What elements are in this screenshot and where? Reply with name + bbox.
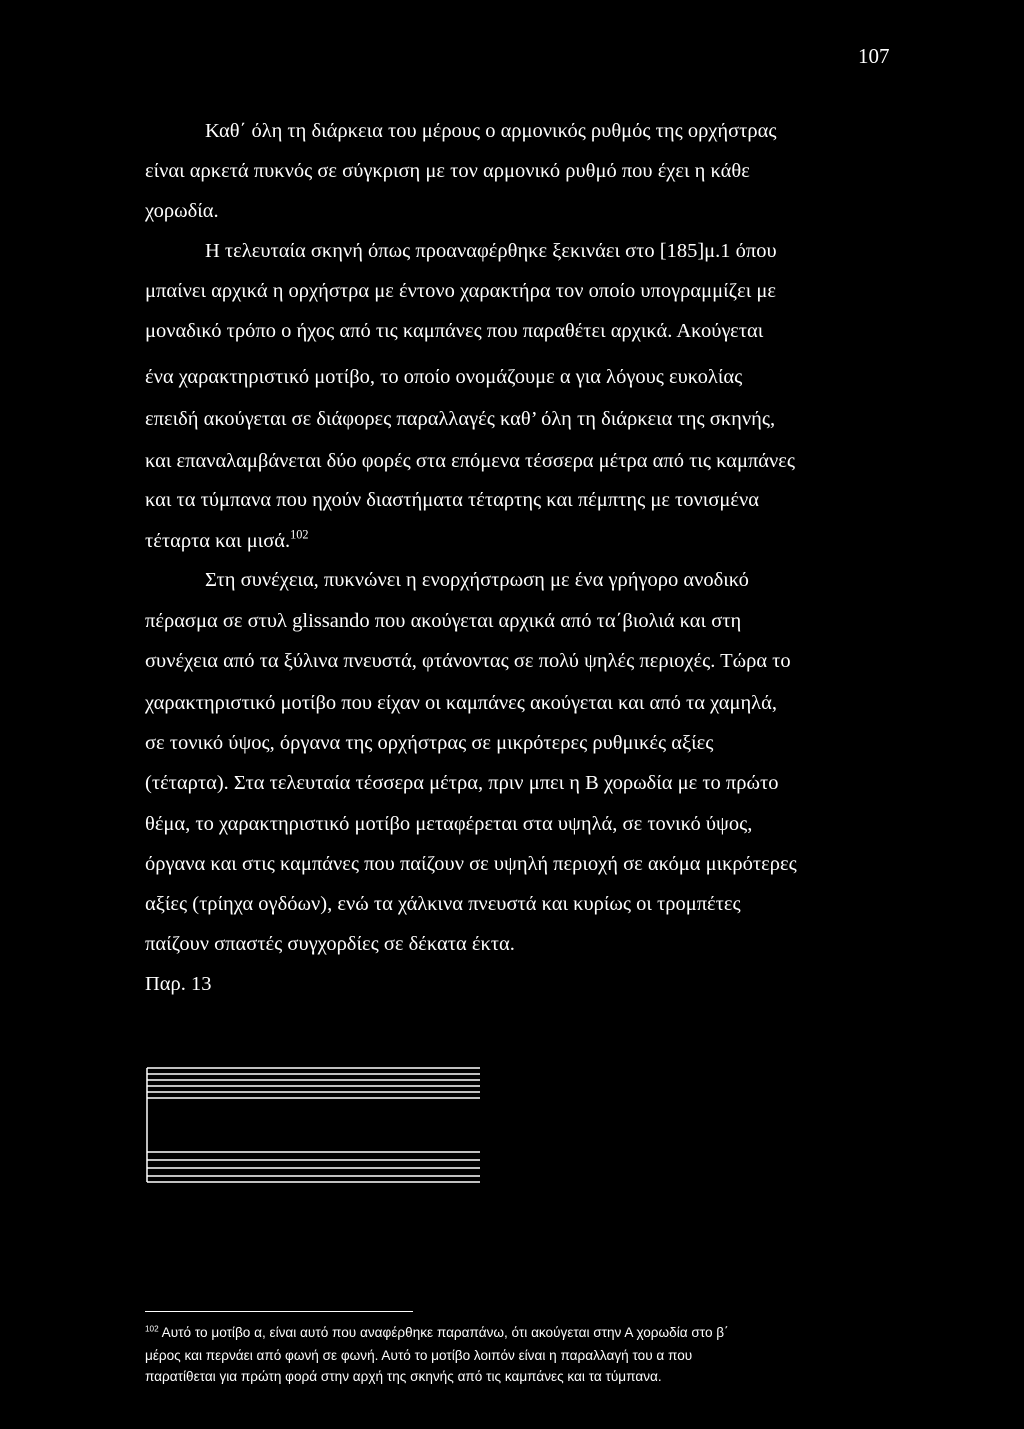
text-line: παίζουν σπαστές συγχορδίες σε δέκατα έκτα. — [145, 933, 515, 955]
footnote-line: μέρος και περνάει από φωνή σε φωνή. Αυτό το μοτίβο λοιπόν είναι η παραλλαγή του α που — [145, 1348, 693, 1363]
text-line: συνέχεια από τα ξύλινα πνευστά, φτάνοντας σε πολύ ψηλές περιοχές. Τώρα το — [145, 650, 791, 672]
text-line: μοναδικό τρόπο ο ήχος από τις καμπάνες που παραθέτει αρχικά. Ακούγεται — [145, 320, 764, 342]
footnote-separator — [145, 1311, 413, 1312]
text-line: (τέταρτα). Στα τελευταία τέσσερα μέτρα, πριν μπει η Β χορωδία με το πρώτο — [145, 772, 779, 794]
text-line: σε τονικό ύψος, όργανα της ορχήστρας σε μικρότερες ρυθμικές αξίες — [145, 732, 714, 754]
footnote-line: παρατίθεται για πρώτη φορά στην αρχή της σκηνής από τις καμπάνες και τα τύμπανα. — [145, 1369, 662, 1384]
page-number: 107 — [858, 44, 890, 68]
footnote-number: 102 — [145, 1324, 159, 1334]
text-line: και επαναλαμβάνεται δύο φορές στα επόμενα τέσσερα μέτρα από τις καμπάνες — [145, 450, 796, 472]
footnote-text: Αυτό το μοτίβο α, είναι αυτό που αναφέρθηκε παραπάνω, ότι ακούγεται στην Α χορωδία στο β΄ — [161, 1325, 729, 1340]
text-line: Καθ΄ όλη τη διάρκεια του μέρους ο αρμονικός ρυθμός της ορχήστρας — [205, 120, 777, 142]
text-line: μπαίνει αρχικά η ορχήστρα με έντονο χαρακτήρα τον οποίο υπογραμμίζει με — [145, 280, 776, 302]
text-line: όργανα και στις καμπάνες που παίζουν σε υψηλή περιοχή σε ακόμα μικρότερες — [145, 853, 797, 875]
text-line: ένα χαρακτηριστικό μοτίβο, το οποίο ονομάζουμε α για λόγους ευκολίας — [145, 366, 743, 388]
text-line: χορωδία. — [145, 200, 219, 222]
text-line: Παρ. 13 — [145, 973, 212, 995]
footnote-reference: 102 — [290, 527, 309, 542]
music-score-fragment — [145, 1064, 485, 1184]
footnote-line — [145, 1324, 729, 1342]
text-line: είναι αρκετά πυκνός σε σύγκριση με τον αρμονικό ρυθμό που έχει η κάθε — [145, 160, 750, 182]
text-line: Στη συνέχεια, πυκνώνει η ενορχήστρωση με ένα γρήγορο ανοδικό — [205, 569, 749, 591]
text-line: επειδή ακούγεται σε διάφορες παραλλαγές καθ’ όλη τη διάρκεια της σκηνής, — [145, 408, 776, 430]
text-line — [145, 527, 309, 555]
text-line: αξίες (τρίηχα ογδόων), ενώ τα χάλκινα πνευστά και κυρίως οι τρομπέτες — [145, 893, 741, 915]
text-line: θέμα, το χαρακτηριστικό μοτίβο μεταφέρεται στα υψηλά, σε τονικό ύψος, — [145, 813, 753, 835]
text-line: πέρασμα σε στυλ glissando που ακούγεται αρχικά από τα΄βιολιά και στη — [145, 610, 742, 632]
text-line: Η τελευταία σκηνή όπως προαναφέρθηκε ξεκινάει στο [185]μ.1 όπου — [205, 240, 777, 262]
text-line: χαρακτηριστικό μοτίβο που είχαν οι καμπάνες ακούγεται και από τα χαμηλά, — [145, 692, 777, 714]
text-line: και τα τύμπανα που ηχούν διαστήματα τέταρτης και πέμπτης με τονισμένα — [145, 489, 759, 511]
text-line-content: τέταρτα και μισά. — [145, 530, 291, 552]
